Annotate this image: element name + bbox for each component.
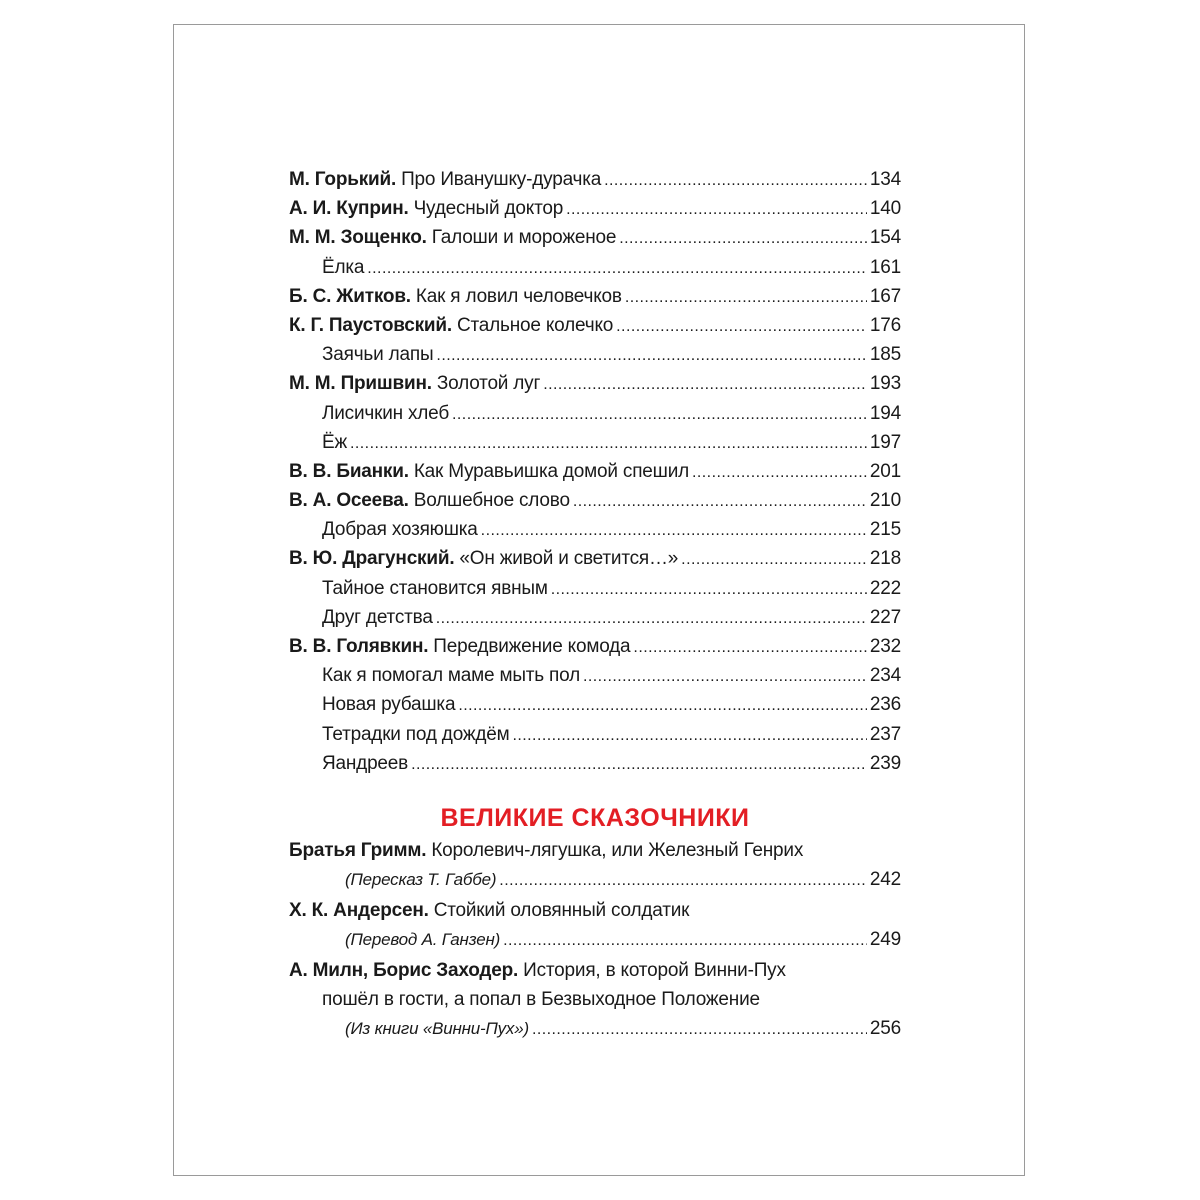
- toc-leader-dots: [692, 457, 867, 486]
- toc-row: [289, 223, 901, 252]
- entry-title: Стойкий оловянный солдатик: [433, 900, 690, 922]
- toc-leader-dots: [532, 1014, 867, 1043]
- toc-title: Ёж: [322, 431, 347, 453]
- toc-leader-dots: [604, 165, 867, 194]
- toc-leader-dots: [452, 399, 867, 428]
- toc-row: [289, 544, 901, 573]
- toc-title: Волшебное слово: [413, 490, 570, 512]
- toc-title: Друг детства: [322, 606, 433, 628]
- toc-leader-dots: [481, 515, 867, 544]
- toc-page-number: 227: [869, 606, 901, 628]
- contents-list: [289, 165, 901, 778]
- toc-leader-dots: [543, 369, 867, 398]
- toc-title: Тайное становится явным: [322, 577, 548, 599]
- toc-page-number: 185: [869, 344, 901, 366]
- toc-page-number: 197: [869, 431, 901, 453]
- entry-author: Братья Гримм.: [289, 839, 427, 861]
- toc-leader-dots: [551, 574, 867, 603]
- toc-row: [289, 194, 901, 223]
- toc-leader-dots: [499, 865, 867, 894]
- toc-author: М. М. Пришвин.: [289, 373, 432, 395]
- entry-title: Королевич-лягушка, или Железный Генрих: [431, 839, 804, 861]
- toc-page-number: 194: [869, 402, 901, 424]
- toc-leader-dots: [503, 925, 867, 954]
- toc-row: [289, 486, 901, 515]
- toc-page-number: 242: [869, 868, 901, 890]
- section-entry: [289, 896, 901, 954]
- toc-page-number: 218: [869, 548, 901, 570]
- toc-row: [289, 690, 901, 719]
- toc-title: Золотой луг: [436, 373, 541, 395]
- toc-leader-dots: [625, 282, 867, 311]
- toc-row: [289, 282, 901, 311]
- toc-row: [289, 661, 901, 690]
- toc-title: Про Иванушку-дурачка: [401, 169, 602, 190]
- toc-page-number: 167: [869, 285, 901, 307]
- table-of-contents: [289, 165, 901, 1046]
- entry-title-line: [289, 985, 901, 1014]
- toc-page-number: 236: [869, 694, 901, 716]
- toc-leader-dots: [411, 749, 867, 778]
- toc-row: [289, 457, 901, 486]
- toc-page-number: 239: [869, 752, 901, 774]
- toc-title: Ёлка: [322, 256, 365, 278]
- toc-leader-dots: [512, 720, 866, 749]
- toc-title: Как я ловил человечков: [415, 285, 622, 307]
- toc-title: Галоши и мороженое: [431, 227, 617, 249]
- toc-row: [289, 720, 901, 749]
- entry-title-line: [289, 836, 901, 865]
- toc-author: Б. С. Житков.: [289, 285, 411, 307]
- toc-title: Стальное колечко: [456, 314, 614, 336]
- toc-page-number: 176: [869, 314, 901, 336]
- toc-author: В. Ю. Драгунский.: [289, 548, 455, 570]
- toc-row: [289, 165, 901, 194]
- toc-leader-dots: [350, 428, 867, 457]
- toc-author: М. Горький.: [289, 169, 397, 190]
- entry-note-row: [289, 865, 901, 894]
- entry-title-line: [289, 896, 901, 925]
- toc-page-number: 140: [869, 198, 901, 220]
- entry-note-row: [289, 925, 901, 954]
- toc-title: Передвижение комода: [433, 636, 631, 657]
- section-entries: [289, 836, 901, 1044]
- toc-title: Яандреев: [322, 752, 409, 774]
- toc-page-number: 215: [869, 519, 901, 541]
- entry-author: А. Милн, Борис Заходер.: [289, 960, 519, 982]
- toc-leader-dots: [681, 544, 867, 573]
- toc-page-number: 193: [869, 373, 901, 395]
- toc-row: [289, 632, 901, 661]
- toc-leader-dots: [633, 632, 866, 661]
- toc-title: Тетрадки под дождём: [322, 723, 510, 745]
- toc-title: Как Муравьишка домой спешил: [413, 460, 689, 482]
- toc-leader-dots: [436, 340, 866, 369]
- toc-title: «Он живой и светится…»: [459, 548, 679, 570]
- toc-title: Заячьи лапы: [322, 344, 434, 366]
- toc-row: [289, 574, 901, 603]
- toc-row: [289, 603, 901, 632]
- section-entry: [289, 836, 901, 894]
- entry-note-row: [289, 1014, 901, 1043]
- toc-leader-dots: [458, 690, 867, 719]
- toc-title: Чудесный доктор: [413, 198, 564, 220]
- toc-leader-dots: [566, 194, 867, 223]
- toc-page-number: 201: [869, 460, 901, 482]
- toc-author: В. А. Осеева.: [289, 490, 409, 512]
- toc-author: А. И. Куприн.: [289, 198, 409, 220]
- toc-author: К. Г. Паустовский.: [289, 314, 452, 336]
- toc-page-number: 249: [869, 929, 901, 951]
- toc-page-number: 256: [869, 1018, 901, 1040]
- toc-leader-dots: [436, 603, 867, 632]
- toc-page-number: 234: [869, 665, 901, 687]
- entry-note: (Перевод А. Ганзен): [345, 930, 501, 950]
- toc-page-number: 134: [869, 169, 901, 190]
- toc-author: В. В. Голявкин.: [289, 636, 429, 657]
- entry-note: (Из книги «Винни-Пух»): [345, 1019, 529, 1039]
- toc-page-number: 154: [869, 227, 901, 249]
- toc-row: [289, 399, 901, 428]
- toc-leader-dots: [616, 311, 867, 340]
- section-heading: ВЕЛИКИЕ СКАЗОЧНИКИ: [440, 803, 750, 832]
- toc-leader-dots: [583, 661, 867, 690]
- entry-title-line: [289, 956, 901, 985]
- toc-row: [289, 340, 901, 369]
- toc-page-number: 161: [869, 256, 901, 278]
- toc-author: М. М. Зощенко.: [289, 227, 427, 249]
- toc-leader-dots: [573, 486, 867, 515]
- toc-row: [289, 369, 901, 398]
- toc-page-number: 210: [869, 490, 901, 512]
- section-entry: [289, 956, 901, 1043]
- toc-page-number: 237: [869, 723, 901, 745]
- toc-row: [289, 428, 901, 457]
- entry-author: Х. К. Андерсен.: [289, 900, 429, 922]
- toc-title: Как я помогал маме мыть пол: [322, 665, 580, 687]
- toc-author: В. В. Бианки.: [289, 460, 409, 482]
- toc-row: [289, 749, 901, 778]
- toc-title: Добрая хозяюшка: [322, 519, 478, 541]
- toc-page-number: 222: [869, 577, 901, 599]
- entry-title: пошёл в гости, а попал в Безвыходное Положение: [322, 989, 760, 1011]
- toc-leader-dots: [367, 253, 867, 282]
- toc-leader-dots: [619, 223, 867, 252]
- toc-row: [289, 253, 901, 282]
- toc-title: Новая рубашка: [322, 694, 456, 716]
- entry-note: (Пересказ Т. Габбе): [345, 869, 497, 889]
- toc-title: Лисичкин хлеб: [322, 402, 450, 424]
- toc-row: [289, 311, 901, 340]
- toc-row: [289, 515, 901, 544]
- toc-page-number: 232: [869, 636, 901, 657]
- entry-title: История, в которой Винни-Пух: [523, 960, 786, 982]
